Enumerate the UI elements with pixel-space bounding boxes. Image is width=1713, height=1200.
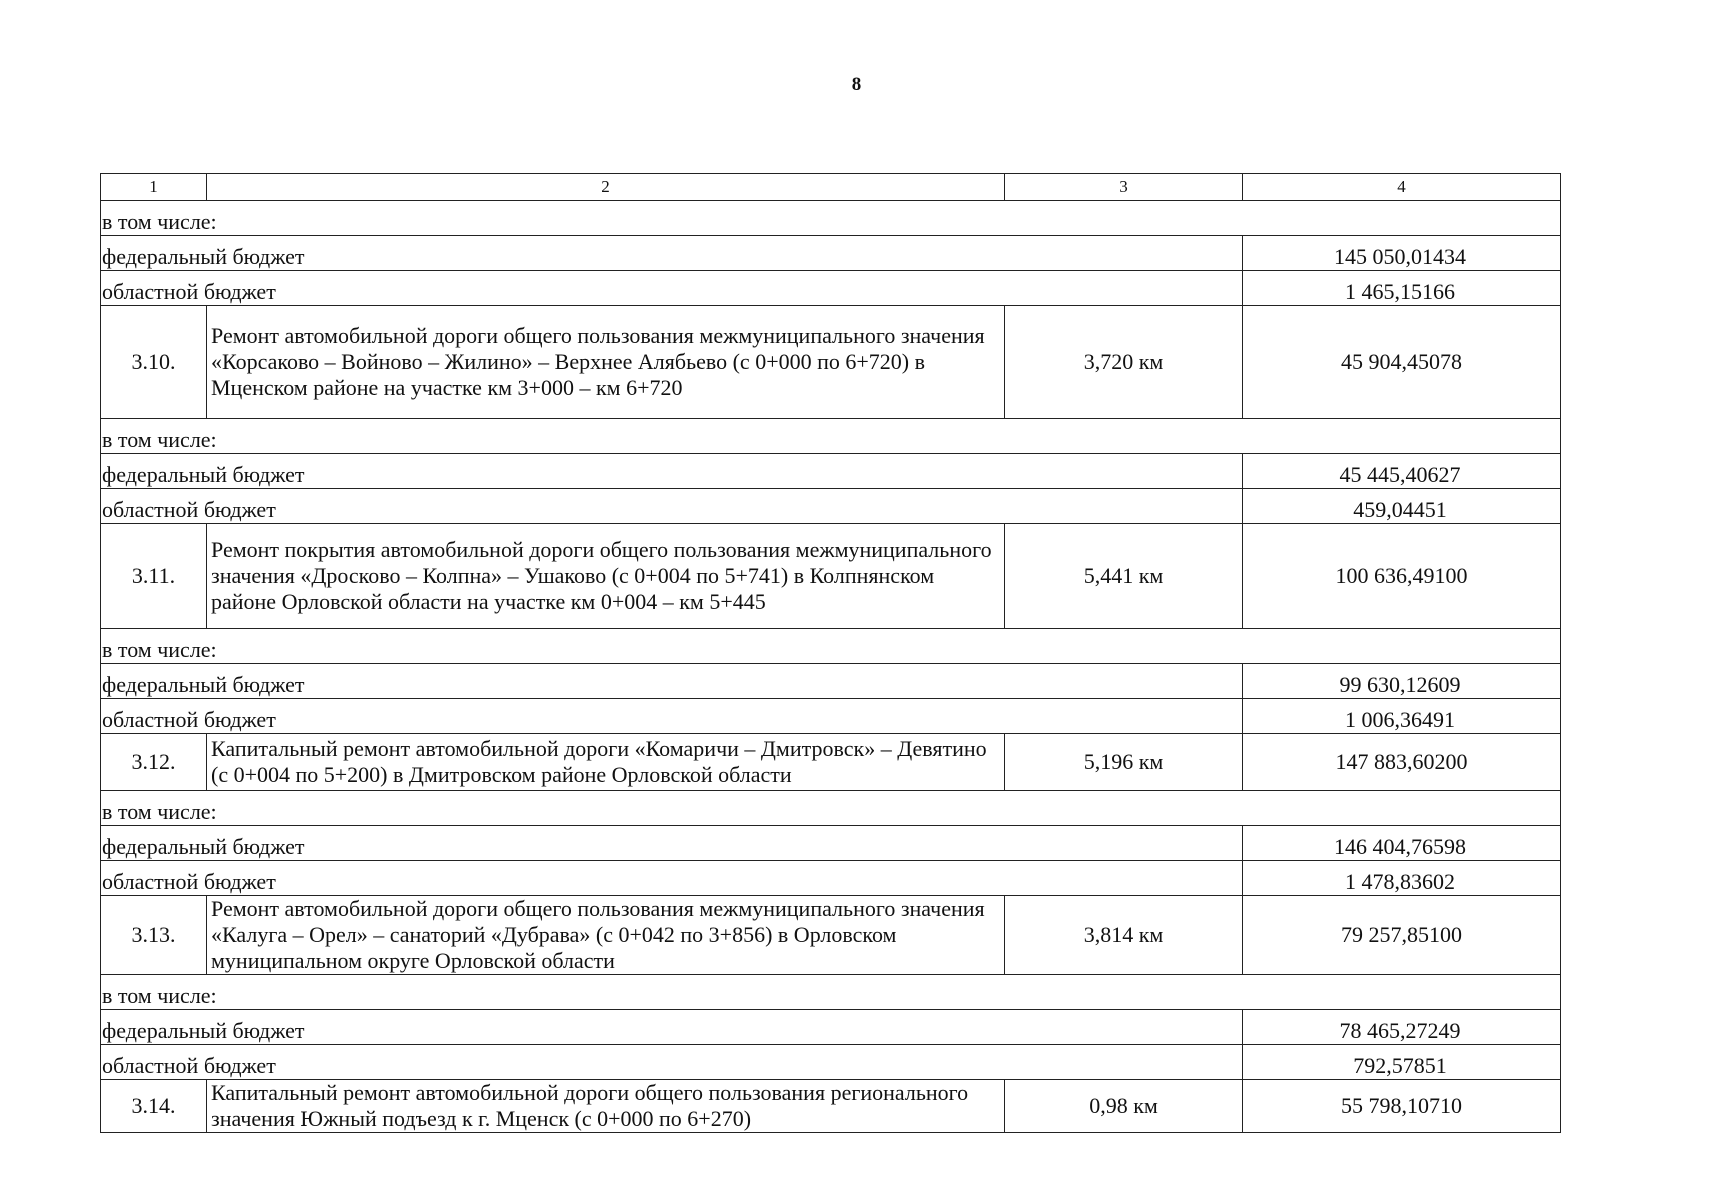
- header-col-3: 3: [1005, 174, 1243, 201]
- federal-label: федеральный бюджет: [101, 1010, 1243, 1045]
- table-row: [101, 734, 1561, 791]
- federal-label: федеральный бюджет: [101, 664, 1243, 699]
- regional-value: 792,57851: [1243, 1045, 1561, 1080]
- incl-label: в том числе:: [101, 201, 1561, 236]
- item-length: 5,196 км: [1005, 734, 1243, 791]
- table-row: [101, 1080, 1561, 1133]
- federal-value: 145 050,01434: [1243, 236, 1561, 271]
- header-col-1: 1: [101, 174, 207, 201]
- incl-label: в том числе:: [101, 791, 1561, 826]
- table-header-row: [101, 174, 1561, 201]
- regional-label: областной бюджет: [101, 489, 1243, 524]
- regional-row: [101, 861, 1561, 896]
- regional-label: областной бюджет: [101, 699, 1243, 734]
- item-description: Ремонт покрытия автомобильной дороги общего пользования межмуниципального значения «Дросково – Колпна» – Ушаково (с 0+004 по 5+741) в Колпнянском районе Орловской области на участке км 0+004 – км 5+445: [207, 524, 1005, 629]
- item-description: Ремонт автомобильной дороги общего пользования межмуниципального значения «Калуга – Орел» – санаторий «Дубрава» (с 0+042 по 3+856) в Орловском муниципальном округе Орловской области: [207, 896, 1005, 975]
- federal-row: [101, 664, 1561, 699]
- incl-row: [101, 975, 1561, 1010]
- table-row: [101, 524, 1561, 629]
- header-col-4: 4: [1243, 174, 1561, 201]
- item-number: 3.10.: [101, 306, 207, 419]
- item-description: Капитальный ремонт автомобильной дороги общего пользования регионального значения Южный подъезд к г. Мценск (с 0+000 по 6+270): [207, 1080, 1005, 1133]
- federal-label: федеральный бюджет: [101, 236, 1243, 271]
- item-length: 0,98 км: [1005, 1080, 1243, 1133]
- federal-row: [101, 236, 1561, 271]
- item-number: 3.13.: [101, 896, 207, 975]
- incl-row: [101, 791, 1561, 826]
- incl-row: [101, 629, 1561, 664]
- item-description: Капитальный ремонт автомобильной дороги «Комаричи – Дмитровск» – Девятино (с 0+004 по 5+200) в Дмитровском районе Орловской области: [207, 734, 1005, 791]
- regional-label: областной бюджет: [101, 271, 1243, 306]
- page-number: 8: [851, 74, 862, 95]
- federal-row: [101, 826, 1561, 861]
- federal-value: 146 404,76598: [1243, 826, 1561, 861]
- table-row: [101, 896, 1561, 975]
- item-amount: 45 904,45078: [1243, 306, 1561, 419]
- regional-row: [101, 699, 1561, 734]
- federal-value: 99 630,12609: [1243, 664, 1561, 699]
- incl-row: [101, 419, 1561, 454]
- incl-label: в том числе:: [101, 629, 1561, 664]
- federal-label: федеральный бюджет: [101, 826, 1243, 861]
- item-length: 3,814 км: [1005, 896, 1243, 975]
- regional-value: 1 006,36491: [1243, 699, 1561, 734]
- item-amount: 55 798,10710: [1243, 1080, 1561, 1133]
- item-amount: 100 636,49100: [1243, 524, 1561, 629]
- incl-label: в том числе:: [101, 975, 1561, 1010]
- incl-row: [101, 201, 1561, 236]
- regional-row: [101, 271, 1561, 306]
- regional-row: [101, 489, 1561, 524]
- federal-row: [101, 1010, 1561, 1045]
- item-number: 3.11.: [101, 524, 207, 629]
- federal-value: 78 465,27249: [1243, 1010, 1561, 1045]
- regional-row: [101, 1045, 1561, 1080]
- budget-table: [100, 173, 1561, 1133]
- federal-value: 45 445,40627: [1243, 454, 1561, 489]
- regional-value: 1 478,83602: [1243, 861, 1561, 896]
- item-number: 3.14.: [101, 1080, 207, 1133]
- item-length: 3,720 км: [1005, 306, 1243, 419]
- federal-label: федеральный бюджет: [101, 454, 1243, 489]
- regional-value: 1 465,15166: [1243, 271, 1561, 306]
- item-number: 3.12.: [101, 734, 207, 791]
- regional-label: областной бюджет: [101, 1045, 1243, 1080]
- table-row: [101, 306, 1561, 419]
- header-col-2: 2: [207, 174, 1005, 201]
- federal-row: [101, 454, 1561, 489]
- incl-label: в том числе:: [101, 419, 1561, 454]
- item-amount: 147 883,60200: [1243, 734, 1561, 791]
- item-description: Ремонт автомобильной дороги общего пользования межмуниципального значения «Корсаково – Войново – Жилино» – Верхнее Алябьево (с 0+000 по 6+720) в Мценском районе на участке км 3+000 – км 6+720: [207, 306, 1005, 419]
- item-length: 5,441 км: [1005, 524, 1243, 629]
- regional-label: областной бюджет: [101, 861, 1243, 896]
- item-amount: 79 257,85100: [1243, 896, 1561, 975]
- regional-value: 459,04451: [1243, 489, 1561, 524]
